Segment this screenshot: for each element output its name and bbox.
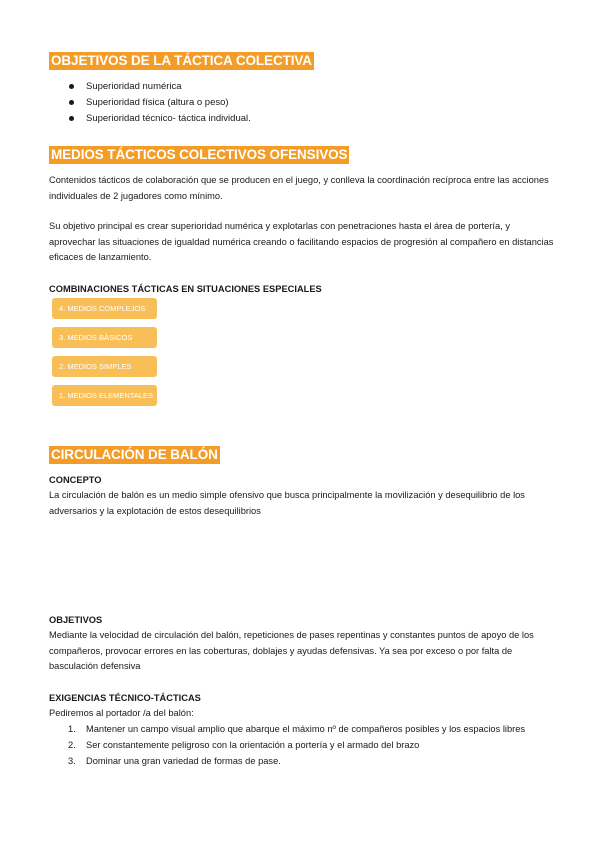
- paragraph-objetivo-principal: Su objetivo principal es crear superioridad numérica y explotarlas con penetraciones hasta el área de portería, y aprovechar las situaciones de igualdad numérica creando o facilitando espacios de progresión al compañero en distancias eficaces de lanzamiento.: [49, 221, 554, 262]
- paragraph-exigencias-intro: Pediremos al portador /a del balón:: [49, 708, 194, 718]
- list-item: Superioridad técnico- táctica individual.: [68, 111, 251, 127]
- section-heading-medios-tacticos: MEDIOS TÁCTICOS COLECTIVOS OFENSIVOS: [51, 147, 348, 162]
- list-item-text: Ser constantemente peligroso con la orientación a portería y el armado del brazo: [86, 740, 420, 750]
- pill-medios-elementales: 1. MEDIOS ELEMENTALES: [52, 385, 157, 406]
- pill-medios-basicos: 3. MEDIOS BÁSICOS: [52, 327, 157, 348]
- paragraph-concepto: La circulación de balón es un medio simple ofensivo que busca principalmente la movilización y desequilibrio de los adversarios y la explotación de estos desequilibrios: [49, 490, 525, 516]
- pill-medios-complejos: 4. MEDIOS COMPLEJOS: [52, 298, 157, 319]
- list-item: [68, 738, 558, 753]
- list-item: [68, 754, 558, 769]
- list-item-text: Dominar una gran variedad de formas de pase.: [86, 756, 281, 766]
- subheading-objetivos: OBJETIVOS: [49, 615, 103, 625]
- section-heading-objetivos-tactica: OBJETIVOS DE LA TÁCTICA COLECTIVA: [51, 53, 312, 68]
- subheading-concepto: CONCEPTO: [49, 475, 102, 485]
- subheading-combinaciones: COMBINACIONES TÁCTICAS EN SITUACIONES ESPECIALES: [49, 284, 322, 294]
- list-item-number: 1.: [68, 724, 76, 734]
- subheading-exigencias: EXIGENCIAS TÉCNICO-TÁCTICAS: [49, 693, 201, 703]
- list-item-text: Mantener un campo visual amplio que abarque el máximo nº de compañeros posibles y los espacios libres: [86, 724, 526, 734]
- list-item: [68, 722, 558, 737]
- list-item-number: 2.: [68, 740, 76, 750]
- objetivos-bullet-list: [68, 79, 251, 127]
- pill-medios-simples: 2. MEDIOS SIMPLES: [52, 356, 157, 377]
- list-item: Superioridad física (altura o peso): [68, 95, 251, 111]
- paragraph-contenidos: Contenidos tácticos de colaboración que se producen en el juego, y conlleva la coordinación recíproca entre las acciones individuales de 2 jugadores como mínimo.: [49, 175, 549, 201]
- list-item: Superioridad numérica: [68, 79, 251, 95]
- list-item-number: 3.: [68, 756, 76, 766]
- paragraph-objetivos: Mediante la velocidad de circulación del balón, repeticiones de pases repentinas y constantes puntos de apoyo de los compañeros, provocar errores en las coberturas, doblajes y ayudas defensivas. Ya sea por exceso o por falta de basculación defensiva: [49, 630, 534, 671]
- exigencias-numbered-list: [68, 722, 558, 770]
- section-heading-circulacion: CIRCULACIÓN DE BALÓN: [51, 447, 218, 462]
